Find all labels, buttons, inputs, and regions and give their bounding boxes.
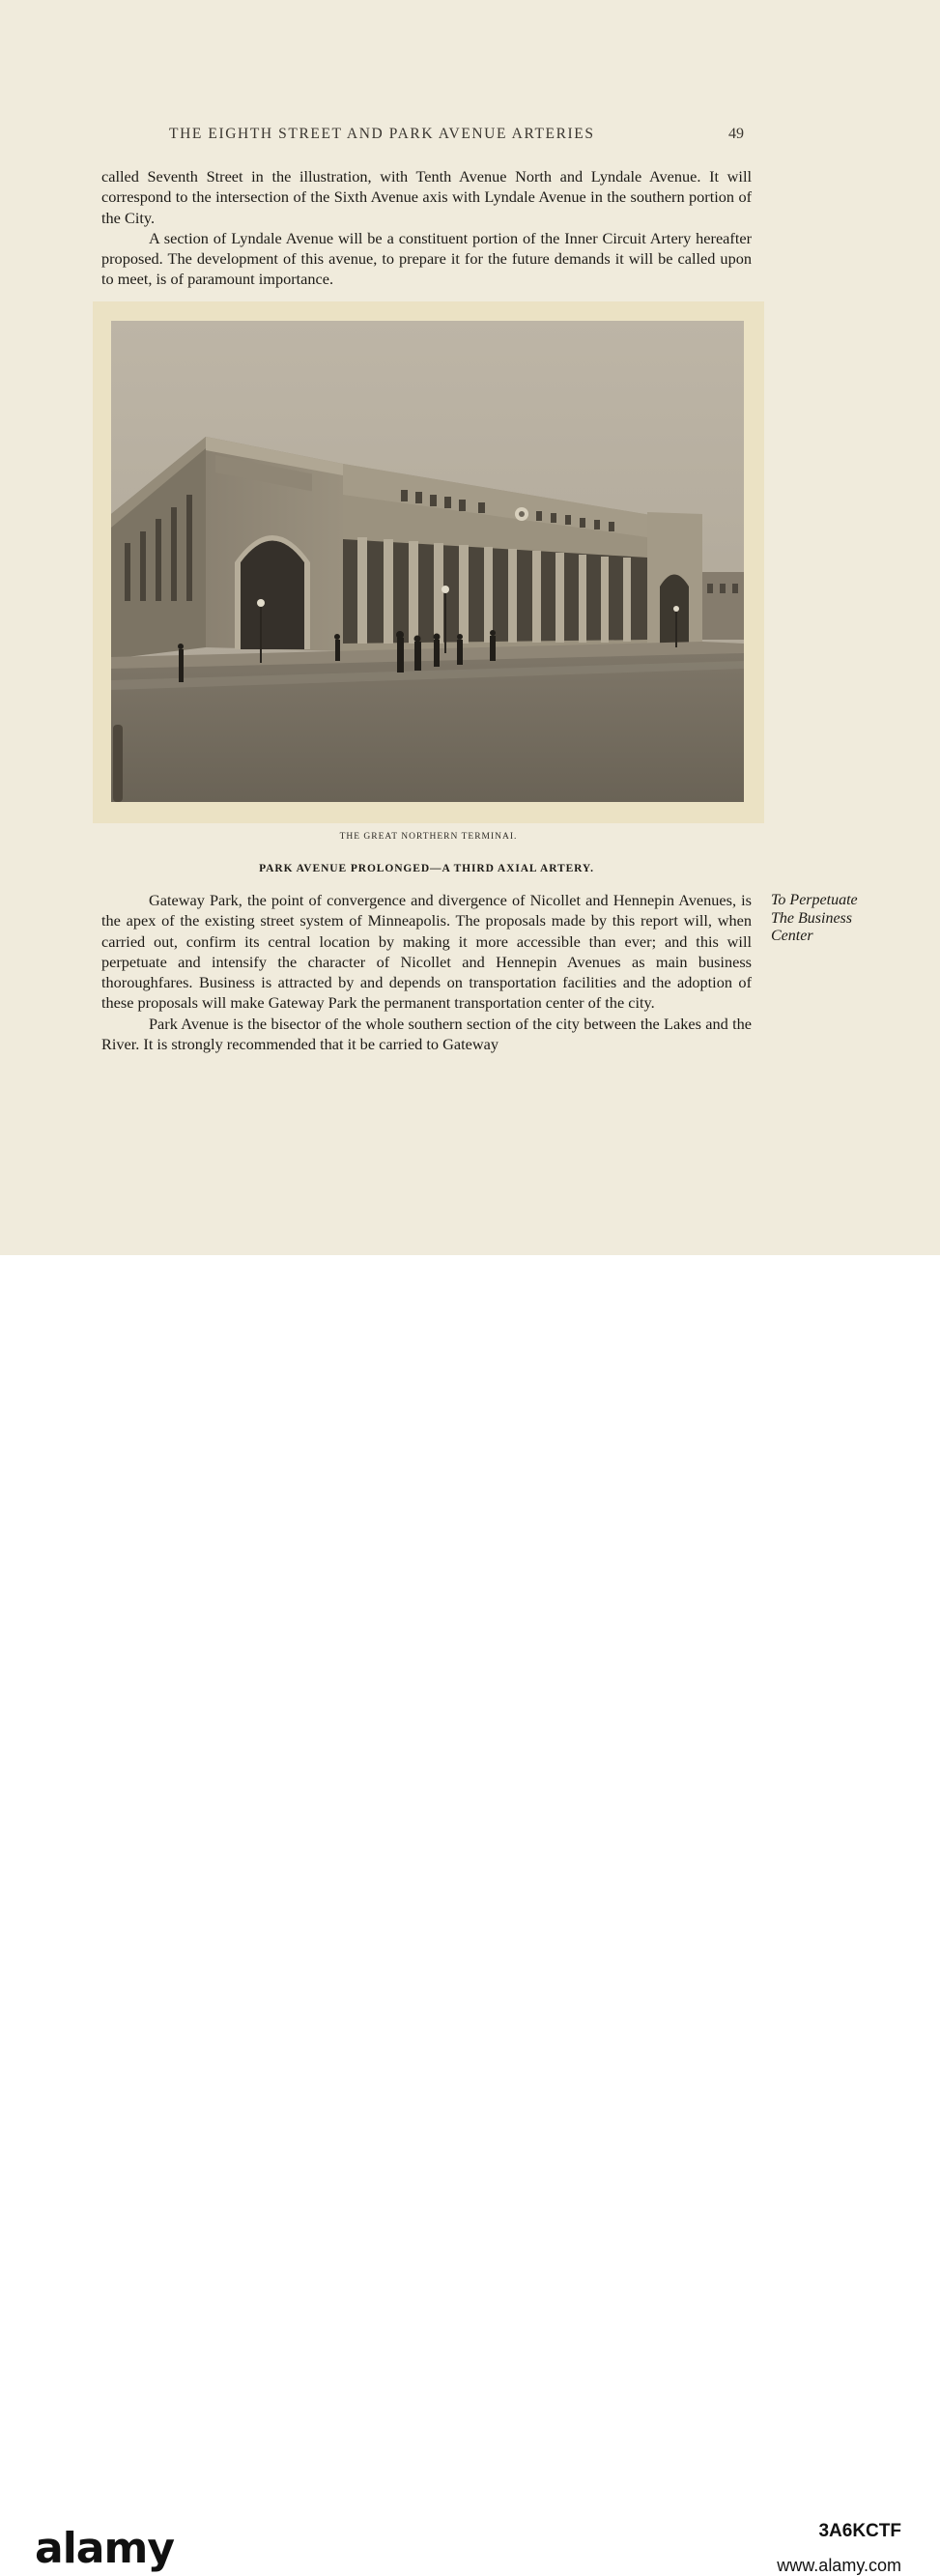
section-heading: PARK AVENUE PROLONGED—A THIRD AXIAL ARTERY. [259,863,594,874]
terminal-photograph [111,321,744,802]
marginal-note [771,892,916,946]
marginal-note-line: The Business [771,909,852,927]
site-url[interactable]: www.alamy.com [777,2556,901,2575]
paragraph: Gateway Park, the point of convergence and divergence of Nicollet and Hennepin Avenues, is the apex of the existing street system of Minneapolis. The proposals made by this report will, when carried out, confirm its central location by making it more accessible than ever; and this will perpetuate and intensify the character of Nicollet and Hennepin Avenues as main business thoroughfares. Business is attracted by and depends on transportation facilities and the adoption of these proposals will make Gateway Park the permanent transportation center of the city. [101,891,752,1013]
paragraph: called Seventh Street in the illustration, with Tenth Avenue North and Lyndale Avenue. It will correspond to the intersection of the Sixth Avenue axis with Lyndale Avenue in the southern portion of the City. [101,167,752,227]
marginal-note-line: To Perpetuate [771,892,858,908]
page-number: 49 [728,126,744,142]
intro-text [101,166,752,290]
stock-logo: alamy [35,2524,174,2573]
book-page [0,0,940,1255]
marginal-note-line: Center [771,928,813,944]
paragraph: Park Avenue is the bisector of the whole southern section of the city between the Lakes and the River. It is strongly recommended that it be carried to Gateway [101,1014,752,1054]
photo-caption: THE GREAT NORTHERN TERMINAI. [339,832,518,842]
running-head: THE EIGHTH STREET AND PARK AVENUE ARTERIES [169,126,595,142]
image-id: 3A6KCTF [818,2521,901,2541]
paragraph: A section of Lyndale Avenue will be a constituent portion of the Inner Circuit Artery hereafter proposed. The development of this avenue, to prepare it for the future demands it will be called upon to meet, is of paramount importance. [101,228,752,289]
stock-footer [0,1255,940,2575]
section-text [101,890,752,1054]
